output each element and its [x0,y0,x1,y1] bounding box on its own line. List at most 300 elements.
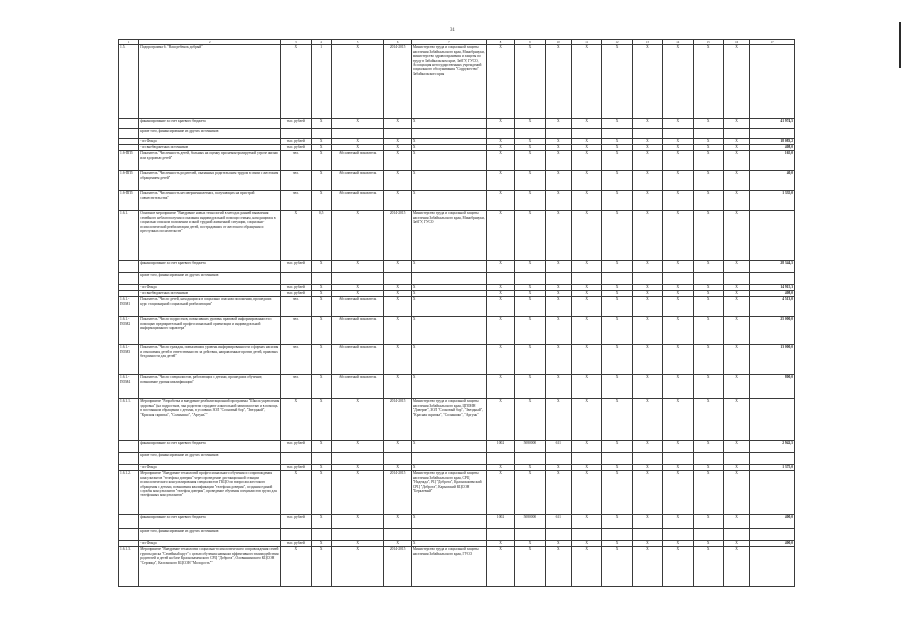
table-cell: X [515,191,545,211]
table-cell: X [545,191,571,211]
table-cell: X [693,119,723,129]
row-description-cell: Подпрограмма 6. "Ваш ребенок добрый" [139,45,281,119]
row-amount-cell: 25 000,0 [750,317,795,345]
table-cell [411,273,486,285]
table-cell: X [693,139,723,145]
table-cell: X [411,171,486,191]
table-cell: X [632,171,662,191]
table-cell: X [663,119,693,129]
column-number-cell: 10 [545,40,571,45]
row-amount-cell: 40,0 [750,171,795,191]
table-cell: X [571,145,601,151]
table-cell [632,529,662,541]
table-cell: Министерство труда и социальной защиты населения Забайкальского края, Минобрнауки, министерство здравоохранения и защиты по труду в Забайкальском крае, ЗабГУ, ГУСО, Ассоциация негосударственных учреждений социального обслуживания "Содружество" Забайкальского края [411,45,486,119]
table-cell: X [486,297,514,317]
table-cell: тыс. рублей [281,145,311,151]
table-cell [311,453,331,465]
table-cell: X [486,471,514,515]
table-cell: чел. [281,317,311,345]
table-cell: X [486,465,514,471]
table-cell [411,129,486,139]
table-cell: X [411,465,486,471]
table-cell: X [311,297,331,317]
table-cell: X [571,547,601,587]
table-cell: X [384,291,411,297]
table-cell: 2014-2015 [384,399,411,441]
table-cell: X [331,45,384,119]
table-cell [331,273,384,285]
table-cell: X [311,547,331,587]
table-cell: X [411,375,486,399]
table-cell: X [571,261,601,273]
table-cell: X [411,261,486,273]
row-code-cell: 1.6.1.-ПОМ2 [119,317,139,345]
table-cell: X [571,317,601,345]
table-cell: X [384,119,411,129]
row-description-cell: Показатель "Число детей, находящихся в социально опасном положении, прошедших курс стационарной социальной реабилитации" [139,297,281,317]
table-row [119,119,795,129]
table-cell: X [311,261,331,273]
row-description-cell: кроме того, финансирование из других источников: [139,273,281,285]
table-cell: X [486,145,514,151]
table-cell: Министерство труда и социальной защиты населения Забайкальского края, ЦПОИН "Доверие", ЗОЛ "Сосновый бор", "Звездный", "Красная скрипка", "Солнышко", "Аргунь" [411,399,486,441]
row-description-cell: - из Фонда [139,139,281,145]
table-cell: X [693,471,723,515]
table-cell: X [311,465,331,471]
table-cell: X [693,191,723,211]
table-cell: X [486,285,514,291]
table-cell: X [693,441,723,453]
table-cell: 1002 [486,441,514,453]
table-cell [281,529,311,541]
table-cell: X [311,541,331,547]
table-cell: 2014-2015 [384,45,411,119]
table-cell: 0,5 [311,211,331,261]
table-cell [693,529,723,541]
column-number-cell: 9 [515,40,545,45]
table-cell: Абсолютный показатель [331,171,384,191]
program-table [118,39,795,587]
table-cell: X [693,399,723,441]
table-cell: X [515,211,545,261]
table-cell: X [571,345,601,375]
row-code-cell [119,515,139,529]
table-cell: X [486,547,514,587]
table-cell: X [602,145,632,151]
table-cell: 611 [545,441,571,453]
table-cell: X [663,297,693,317]
table-cell: X [486,45,514,119]
table-cell: X [602,515,632,529]
table-cell [384,129,411,139]
table-cell [486,273,514,285]
table-cell: X [723,171,749,191]
row-code-cell: 1.6.1.1. [119,399,139,441]
table-cell: X [384,139,411,145]
table-cell [411,529,486,541]
table-cell: X [515,317,545,345]
row-description-cell: финансирование за счет краевого бюджета [139,441,281,453]
table-cell: X [411,119,486,129]
table-cell: X [663,541,693,547]
table-cell: X [331,399,384,441]
table-cell: X [486,119,514,129]
table-cell: X [602,471,632,515]
table-cell: X [515,547,545,587]
table-cell: X [632,291,662,297]
table-cell: X [693,171,723,191]
row-description-cell: кроме того, финансирование из других источников: [139,529,281,541]
table-cell: X [311,171,331,191]
table-row [119,151,795,171]
table-cell: X [331,465,384,471]
table-cell: X [545,291,571,297]
table-row [119,211,795,261]
table-cell: X [602,291,632,297]
table-cell: X [663,191,693,211]
table-cell: X [723,261,749,273]
table-cell [602,529,632,541]
table-cell: 5080000 [515,515,545,529]
table-cell: X [545,375,571,399]
table-cell: X [571,297,601,317]
row-code-cell [119,261,139,273]
table-cell: X [723,119,749,129]
table-cell: X [693,45,723,119]
table-cell: X [545,211,571,261]
table-cell: X [486,375,514,399]
row-description-cell: Показатель "Численность родителей, оказанных родительским трудом в связи с жестоким обращением детей" [139,171,281,191]
table-cell: Абсолютный показатель [331,151,384,171]
table-cell: X [411,291,486,297]
table-cell: X [571,45,601,119]
table-cell: X [571,171,601,191]
table-cell: X [693,541,723,547]
table-row [119,129,795,139]
table-cell [384,273,411,285]
table-cell: Министерство труда и социальной защиты населения Забайкальского края, Минобрнауки, ЗабГУ, ГУСО [411,211,486,261]
table-cell: X [486,317,514,345]
table-cell [311,529,331,541]
table-cell: X [663,261,693,273]
table-cell: тыс. рублей [281,261,311,273]
table-cell: X [486,345,514,375]
table-cell: X [663,145,693,151]
table-cell: X [331,145,384,151]
row-code-cell: 1.6-ПП5 [119,191,139,211]
row-description-cell: финансирование за счет краевого бюджета [139,515,281,529]
table-cell: X [723,151,749,171]
table-cell: X [663,515,693,529]
row-code-cell [119,529,139,541]
table-cell: X [311,145,331,151]
row-amount-cell: 800,0 [750,375,795,399]
row-code-cell: 1.6.1.-ПОМ3 [119,345,139,375]
table-cell: X [602,45,632,119]
table-cell: 1002 [486,515,514,529]
table-cell: X [723,317,749,345]
table-cell: X [693,285,723,291]
table-cell: X [384,465,411,471]
table-cell: X [723,345,749,375]
table-cell: X [693,297,723,317]
table-cell: X [571,541,601,547]
table-cell: X [571,465,601,471]
table-cell: X [545,285,571,291]
table-cell [545,529,571,541]
program-table-body [119,40,795,587]
table-row [119,441,795,453]
table-cell: X [723,515,749,529]
table-cell: X [331,291,384,297]
table-cell: X [311,119,331,129]
table-cell: X [311,317,331,345]
table-cell [632,273,662,285]
table-cell: X [486,291,514,297]
column-number-cell: 17 [750,40,795,45]
table-cell: X [384,151,411,171]
table-cell [632,129,662,139]
table-cell: X [545,297,571,317]
table-cell: 5080000 [515,441,545,453]
row-amount-cell: 41 974,5 [750,119,795,129]
table-cell: X [515,471,545,515]
table-cell: X [331,515,384,529]
table-cell: X [545,471,571,515]
row-description-cell: - из внебюджетных источников [139,291,281,297]
table-cell: X [411,441,486,453]
table-cell: X [411,515,486,529]
table-cell: X [311,345,331,375]
table-cell: X [602,191,632,211]
table-cell: X [632,211,662,261]
table-cell: X [545,317,571,345]
table-cell [663,273,693,285]
table-cell: X [632,317,662,345]
table-cell: X [311,399,331,441]
table-cell: X [545,547,571,587]
table-cell [515,273,545,285]
column-number-cell: 6 [384,40,411,45]
table-cell: X [486,151,514,171]
table-cell: тыс. рублей [281,541,311,547]
table-cell: X [384,515,411,529]
table-cell: Министерство труда и социальной защиты населения Забайкальского края, СРЦ "Надежда", РЦ "Доброта", Краснокаменский СРЦ "Доброта", Карымский КЦСОН "Берклевый" [411,471,486,515]
table-cell: X [571,211,601,261]
table-cell: X [663,285,693,291]
table-cell: X [693,151,723,171]
table-cell: X [545,541,571,547]
column-number-cell: 14 [663,40,693,45]
table-cell [545,273,571,285]
row-description-cell: Показатель "Число граждан, повысивших уровень информированности о формах насилия и отношения детей в ответственности за действия, направленные против детей, правовых бездомности для детей" [139,345,281,375]
table-cell: X [632,145,662,151]
table-cell: X [384,171,411,191]
row-code-cell: 1.6.1.-ПОМ1 [119,297,139,317]
row-amount-cell [750,211,795,261]
table-cell [331,453,384,465]
table-cell: X [311,375,331,399]
column-number-cell: 11 [571,40,601,45]
table-cell [632,453,662,465]
table-cell: X [384,145,411,151]
table-row [119,297,795,317]
table-cell: X [486,171,514,191]
table-cell: X [515,45,545,119]
table-row [119,471,795,515]
table-cell: X [663,441,693,453]
table-cell [663,129,693,139]
table-cell: X [384,191,411,211]
table-cell: X [331,285,384,291]
column-number-cell: 13 [632,40,662,45]
table-cell: X [545,465,571,471]
table-cell: X [515,145,545,151]
row-code-cell [119,273,139,285]
scan-edge-mark [899,22,901,68]
table-cell: X [632,45,662,119]
row-amount-cell [750,471,795,515]
table-cell: X [411,285,486,291]
table-cell [281,129,311,139]
table-cell: X [602,151,632,171]
table-cell: X [723,139,749,145]
table-cell: X [545,45,571,119]
table-cell: X [723,399,749,441]
table-cell: X [311,441,331,453]
table-cell [571,273,601,285]
table-cell: X [632,297,662,317]
table-row [119,515,795,529]
table-cell: X [515,151,545,171]
table-cell [723,529,749,541]
table-cell: X [632,261,662,273]
table-cell: X [632,139,662,145]
table-cell: X [545,139,571,145]
table-cell: чел. [281,191,311,211]
table-cell: X [632,441,662,453]
table-cell: X [602,441,632,453]
table-row [119,345,795,375]
table-cell [693,453,723,465]
row-description-cell: финансирование за счет краевого бюджета [139,261,281,273]
table-cell: X [571,471,601,515]
table-cell: X [545,145,571,151]
table-cell: X [723,375,749,399]
table-cell: тыс. рублей [281,139,311,145]
table-cell: X [571,191,601,211]
table-cell: X [331,547,384,587]
table-cell: X [384,317,411,345]
table-cell: 2014-2015 [384,211,411,261]
table-cell: X [384,541,411,547]
table-cell: тыс. рублей [281,285,311,291]
table-cell: X [663,291,693,297]
table-cell: X [515,139,545,145]
table-cell: тыс. рублей [281,465,311,471]
table-cell: X [571,285,601,291]
row-description-cell: Показатель "Численность несовершеннолетних, получающих на пристрой совместительства" [139,191,281,211]
table-cell [693,273,723,285]
row-description-cell: кроме того, финансирование из других источников: [139,129,281,139]
table-cell: чел. [281,151,311,171]
table-cell: X [311,471,331,515]
table-cell: X [632,515,662,529]
table-cell: X [693,547,723,587]
table-cell: X [545,151,571,171]
column-number-cell: 8 [486,40,514,45]
table-cell: X [571,399,601,441]
table-cell: X [571,119,601,129]
table-cell: X [663,547,693,587]
row-code-cell: 1.6-ПП5 [119,171,139,191]
table-cell: X [723,285,749,291]
table-cell: X [515,291,545,297]
table-cell: X [384,345,411,375]
table-cell: X [411,139,486,145]
table-cell [602,453,632,465]
table-cell: X [545,261,571,273]
table-cell [515,453,545,465]
table-cell [281,273,311,285]
table-cell: X [602,547,632,587]
table-cell: X [545,399,571,441]
column-number-cell: 3 [281,40,311,45]
row-amount-cell: 2 942,5 [750,441,795,453]
table-cell: X [331,119,384,129]
row-description-cell: - из внебюджетных источников [139,145,281,151]
table-cell: X [311,139,331,145]
table-cell: X [723,291,749,297]
table-cell: X [693,291,723,297]
table-cell: X [723,471,749,515]
row-amount-cell: 408,0 [750,291,795,297]
table-row [119,191,795,211]
row-description-cell: Мероприятие "Разработка и внедрение реабилитационной программы "Школа укрепления здоровья" (на подростков, чьи родители страдают алкогольной зависимостью и в помощь в постоянном обращении с детьми, в условиях ЗОЛ "Сосновый бор", "Звездный", "Красная скрипка", "Солнышко", "Аргунь"" [139,399,281,441]
table-cell: X [663,471,693,515]
table-cell: X [723,547,749,587]
column-number-cell: 5 [331,40,384,45]
table-cell: X [602,345,632,375]
table-cell: X [486,261,514,273]
table-cell: X [486,211,514,261]
table-cell: 2014-2015 [384,471,411,515]
table-cell: X [571,291,601,297]
table-cell: X [693,345,723,375]
row-code-cell [119,441,139,453]
table-cell [602,129,632,139]
table-cell: X [311,285,331,291]
row-description-cell: финансирование за счет краевого бюджета [139,119,281,129]
table-cell: X [602,139,632,145]
row-description-cell: Показатель "Численность детей, больных на оценку при неконтролируемой угрозе жизни или здоровью детей" [139,151,281,171]
table-cell: X [515,375,545,399]
table-cell: X [602,285,632,291]
table-cell: X [331,261,384,273]
table-cell: X [281,211,311,261]
table-cell: X [723,211,749,261]
table-cell: X [486,191,514,211]
row-description-cell: - из Фонда [139,285,281,291]
table-cell: X [515,541,545,547]
table-row [119,317,795,345]
table-cell: X [515,297,545,317]
row-code-cell [119,129,139,139]
table-cell [723,273,749,285]
table-cell: X [411,541,486,547]
table-cell: тыс. рублей [281,119,311,129]
row-description-cell: - из Фонда [139,465,281,471]
